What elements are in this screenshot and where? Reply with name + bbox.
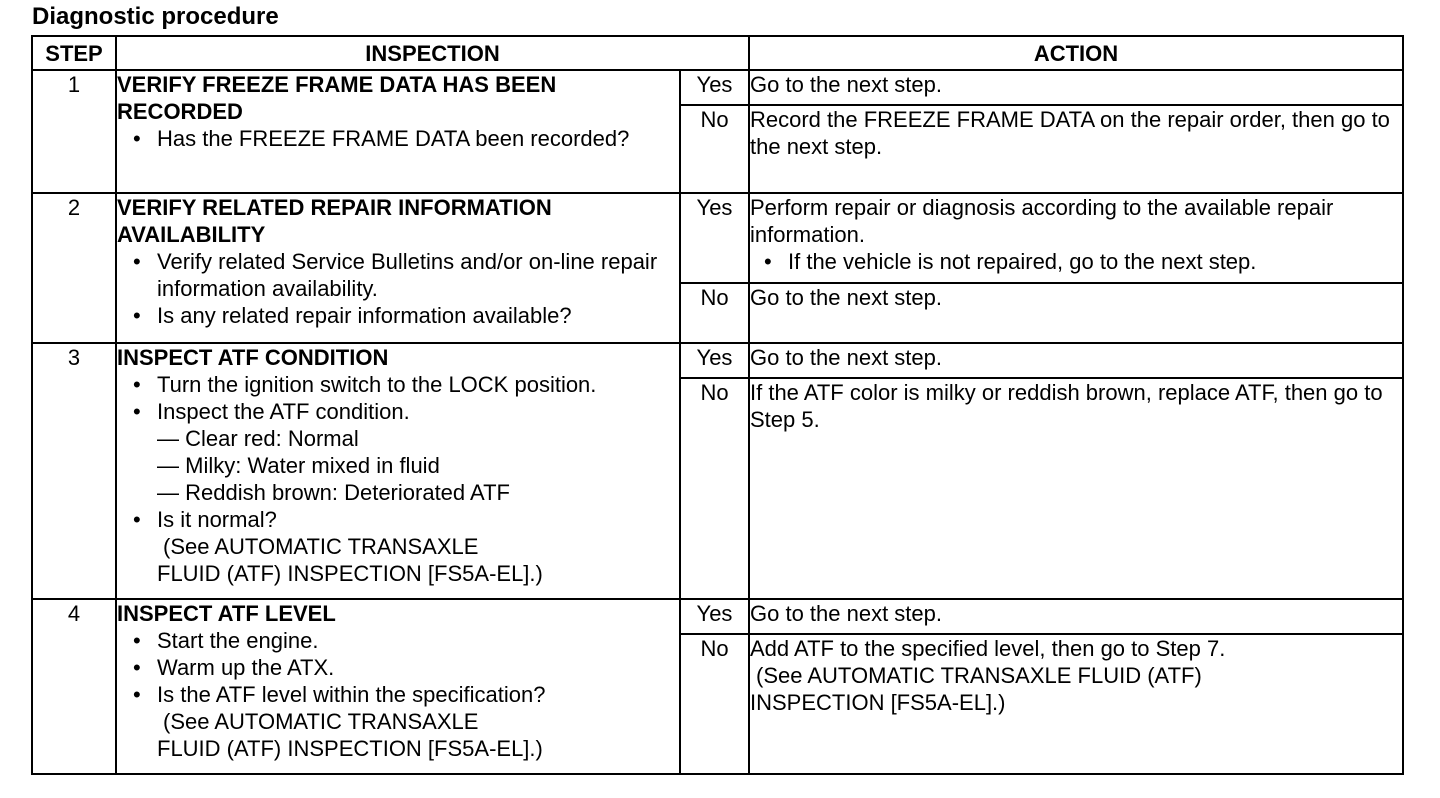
- step-3-yes-row: [32, 343, 1403, 378]
- no-action: [749, 634, 1403, 774]
- yes-action: [749, 193, 1403, 283]
- yes-action: Go to the next step.: [749, 599, 1403, 634]
- no-action: Record the FREEZE FRAME DATA on the repair order, then go to the next step.: [749, 105, 1403, 193]
- bullet-list: [117, 125, 679, 152]
- yes-action: Go to the next step.: [749, 70, 1403, 105]
- bullet-list: [117, 506, 679, 533]
- bullet-item: • Warm up the ATX.: [117, 654, 679, 681]
- step-inspection: [116, 343, 680, 599]
- step-heading: VERIFY FREEZE FRAME DATA HAS BEEN RECORDED: [117, 72, 557, 124]
- no-label: No: [680, 634, 749, 774]
- step-number: 3: [32, 343, 116, 599]
- reference-line: (See AUTOMATIC TRANSAXLE: [163, 534, 479, 559]
- bullet-list: [117, 371, 679, 425]
- step-number: 4: [32, 599, 116, 774]
- step-inspection: [116, 599, 680, 774]
- bullet-item: • Is any related repair information available?: [117, 302, 679, 329]
- yes-action: Go to the next step.: [749, 343, 1403, 378]
- no-label: No: [680, 283, 749, 343]
- bullet-item: • Inspect the ATF condition.: [117, 398, 679, 425]
- step-number: 2: [32, 193, 116, 343]
- bullet-item: • Has the FREEZE FRAME DATA been recorded?: [117, 125, 679, 152]
- yes-label: Yes: [680, 343, 749, 378]
- step-heading: INSPECT ATF CONDITION: [117, 345, 389, 370]
- bullet-item: • Verify related Service Bulletins and/or on-line repair information availability.: [117, 248, 679, 302]
- reference-line: FLUID (ATF) INSPECTION [FS5A-EL].): [157, 736, 543, 761]
- page-title: Diagnostic procedure: [32, 3, 279, 30]
- step-1-yes-row: [32, 70, 1403, 105]
- bullet-list: [117, 248, 679, 329]
- step-heading: INSPECT ATF LEVEL: [117, 601, 336, 626]
- header-inspection: INSPECTION: [116, 36, 749, 70]
- bullet-item: • Is the ATF level within the specification?: [117, 681, 679, 708]
- sub-item: — Clear red: Normal: [157, 426, 359, 451]
- no-action-text: Add ATF to the specified level, then go to Step 7.: [750, 636, 1226, 661]
- yes-label: Yes: [680, 70, 749, 105]
- bullet-item: • Turn the ignition switch to the LOCK position.: [117, 371, 679, 398]
- step-inspection: [116, 193, 680, 343]
- no-label: No: [680, 378, 749, 599]
- yes-action-bullet: • If the vehicle is not repaired, go to the next step.: [750, 248, 1402, 275]
- yes-label: Yes: [680, 599, 749, 634]
- yes-label: Yes: [680, 193, 749, 283]
- reference-line: FLUID (ATF) INSPECTION [FS5A-EL].): [157, 561, 543, 586]
- bullet-list: [117, 627, 679, 708]
- no-action: Go to the next step.: [749, 283, 1403, 343]
- no-action: If the ATF color is milky or reddish brown, replace ATF, then go to Step 5.: [749, 378, 1403, 599]
- step-number: 1: [32, 70, 116, 193]
- step-heading: VERIFY RELATED REPAIR INFORMATION AVAILABILITY: [117, 195, 552, 247]
- header-step: STEP: [32, 36, 116, 70]
- yes-action-text: Perform repair or diagnosis according to the available repair information.: [750, 195, 1334, 247]
- no-label: No: [680, 105, 749, 193]
- step-2-yes-row: [32, 193, 1403, 283]
- no-action-reference: (See AUTOMATIC TRANSAXLE FLUID (ATF): [756, 663, 1202, 688]
- diagnostic-procedure-table: [31, 35, 1404, 775]
- header-action: ACTION: [749, 36, 1403, 70]
- header-row: [32, 36, 1403, 70]
- no-action-reference: INSPECTION [FS5A-EL].): [750, 690, 1006, 715]
- step-4-yes-row: [32, 599, 1403, 634]
- sub-item: — Reddish brown: Deteriorated ATF: [157, 480, 510, 505]
- bullet-item: • Is it normal?: [117, 506, 679, 533]
- reference-line: (See AUTOMATIC TRANSAXLE: [163, 709, 479, 734]
- step-inspection: [116, 70, 680, 193]
- bullet-item: • Start the engine.: [117, 627, 679, 654]
- sub-item: — Milky: Water mixed in fluid: [157, 453, 440, 478]
